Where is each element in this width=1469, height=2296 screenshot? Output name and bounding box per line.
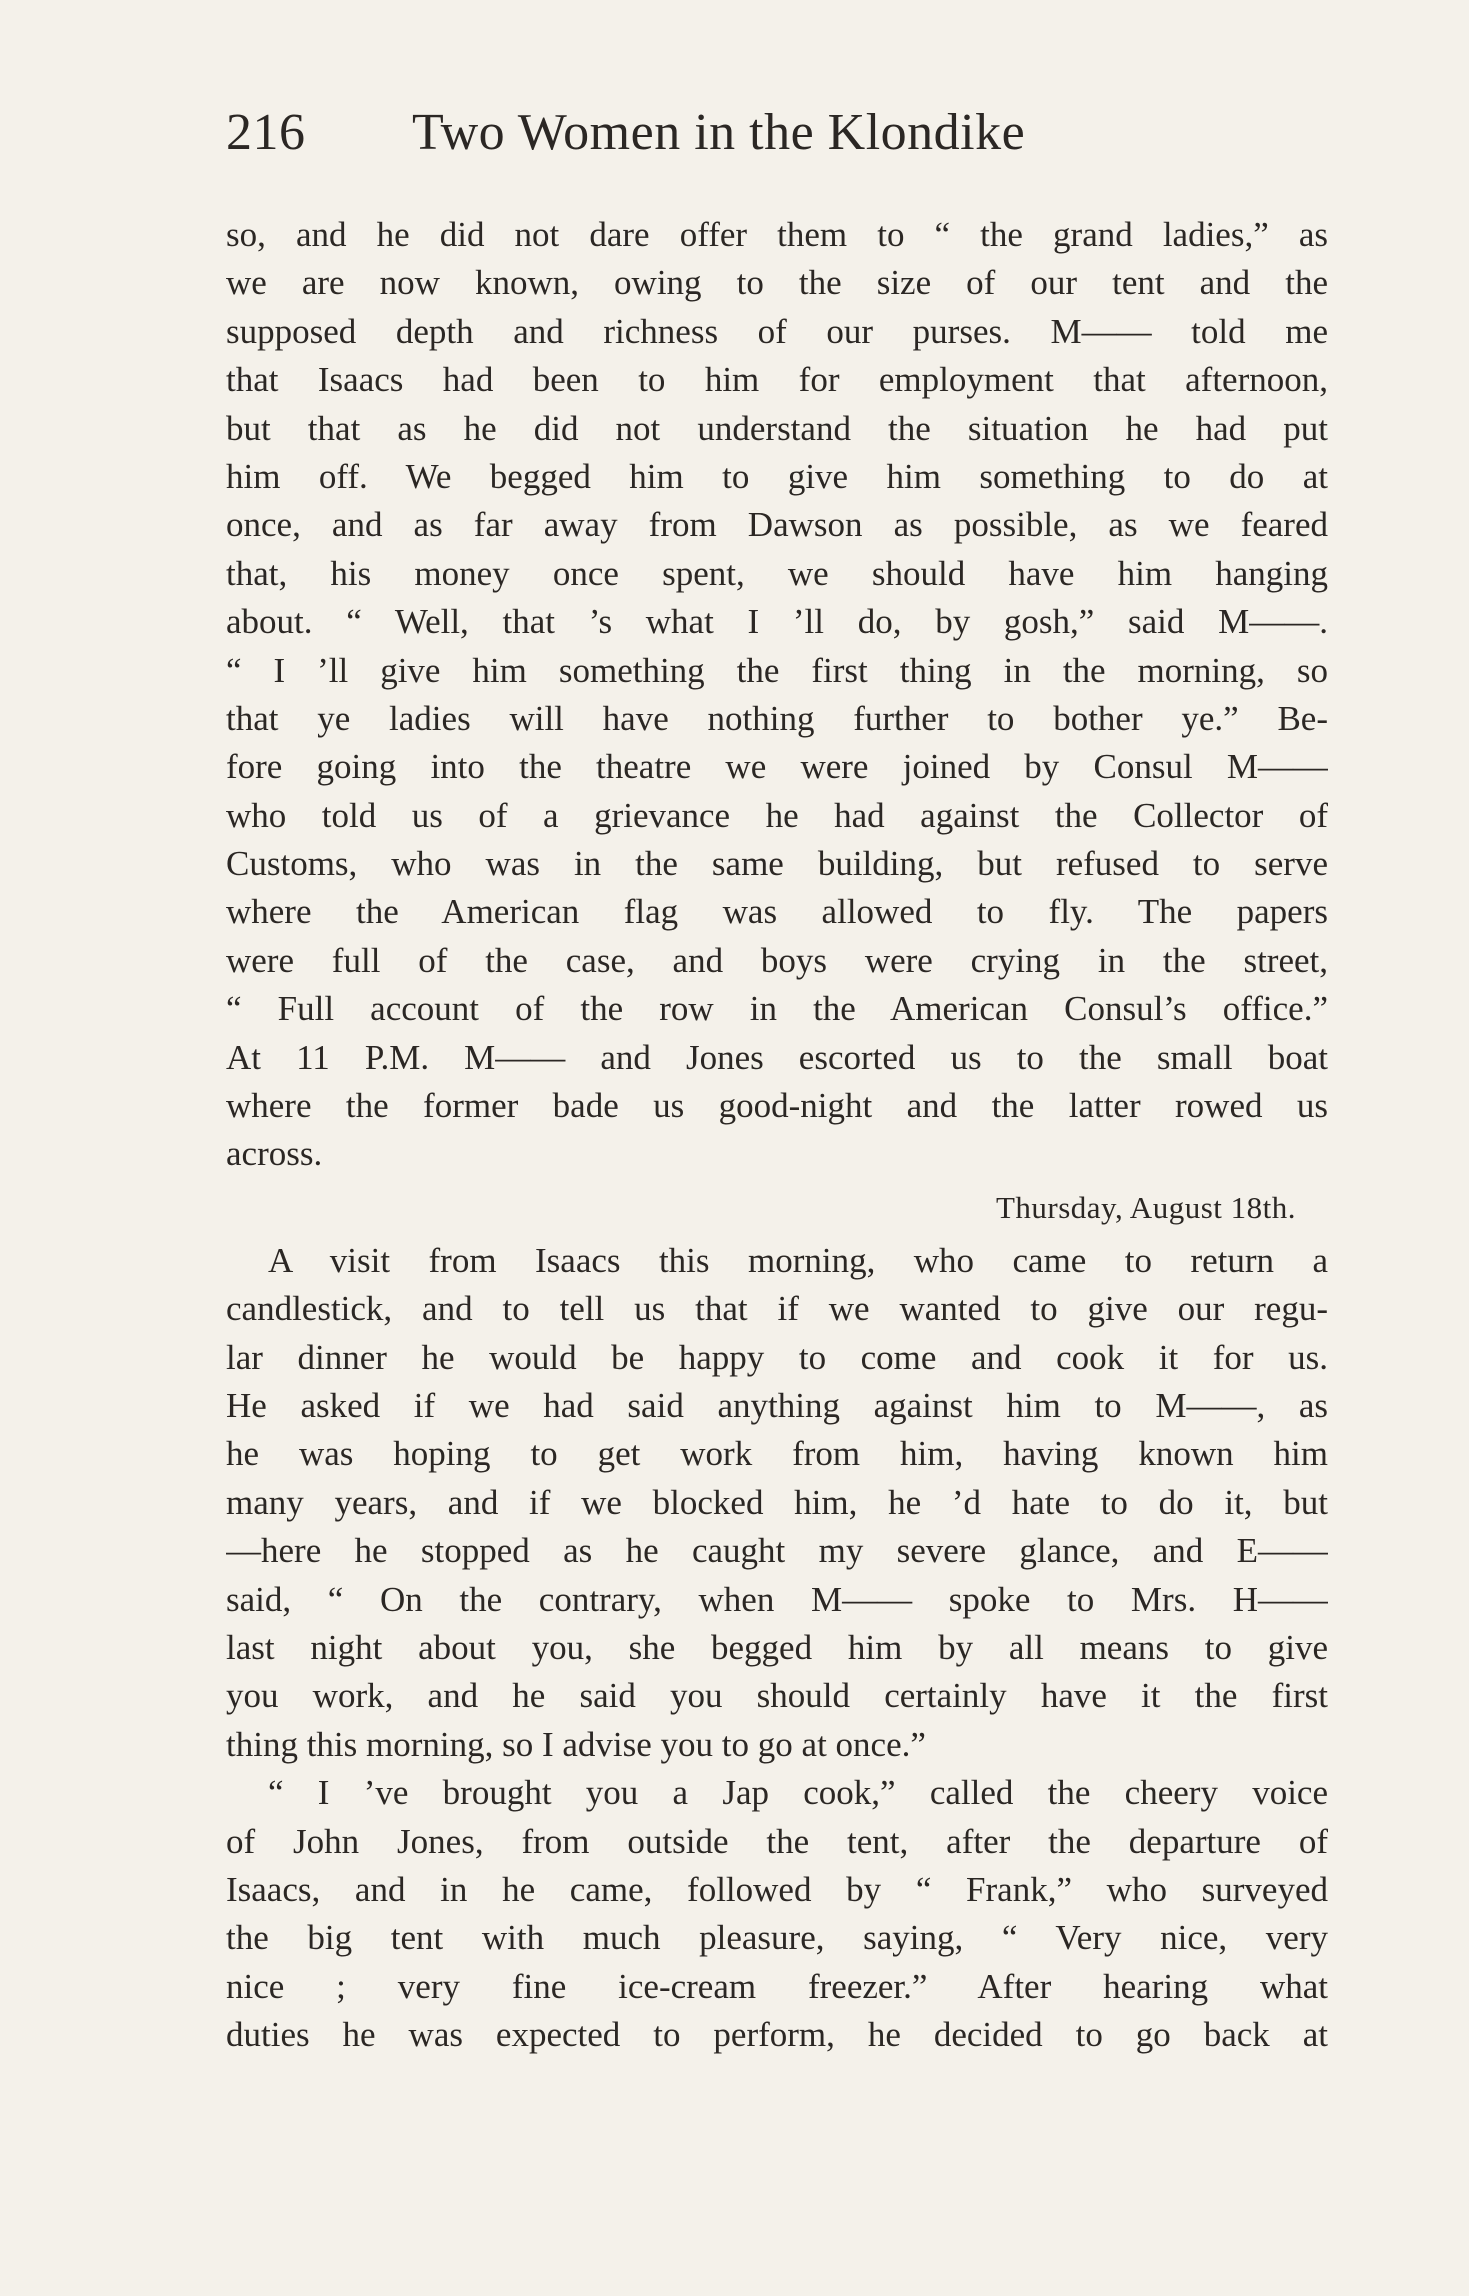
- text-line: fore going into the theatre we were joined by Consul M——: [226, 747, 1328, 787]
- text-line: supposed depth and richness of our purses. M—— told me: [226, 311, 1328, 351]
- dateline: Thursday, August 18th.: [995, 1189, 1296, 1225]
- text-line: many years, and if we blocked him, he ’d hate to do it, but: [226, 1482, 1328, 1522]
- text-line: where the American flag was allowed to fly. The papers: [226, 892, 1328, 932]
- text-line: that, his money once spent, we should have him hanging: [226, 553, 1328, 593]
- text-line: candlestick, and to tell us that if we wanted to give our regu-: [226, 1289, 1328, 1329]
- text-line: that ye ladies will have nothing further to bother ye.” Be-: [226, 698, 1328, 738]
- text-line: we are now known, owing to the size of our tent and the: [226, 263, 1328, 303]
- text-line: across.: [226, 1134, 323, 1174]
- text-line: but that as he did not understand the situation he had put: [226, 408, 1328, 448]
- text-line: where the former bade us good-night and the latter rowed us: [226, 1086, 1328, 1126]
- text-line: once, and as far away from Dawson as possible, as we feared: [226, 505, 1328, 545]
- text-line: about. “ Well, that ’s what I ’ll do, by gosh,” said M——.: [226, 602, 1328, 642]
- text-line: he was hoping to get work from him, having known him: [226, 1434, 1328, 1474]
- text-line: so, and he did not dare offer them to “ the grand ladies,” as: [226, 215, 1328, 254]
- text-line: nice ; very fine ice-cream freezer.” After hearing what: [226, 1966, 1328, 2006]
- text-line: who told us of a grievance he had against the Collector of: [226, 795, 1328, 835]
- page-number: 216: [226, 104, 306, 161]
- text-line: the big tent with much pleasure, saying, “ Very nice, very: [226, 1918, 1328, 1958]
- text-line: lar dinner he would be happy to come and cook it for us.: [226, 1337, 1328, 1377]
- text-line: A visit from Isaacs this morning, who came to return a: [268, 1240, 1328, 1280]
- text-line: Isaacs, and in he came, followed by “ Frank,” who surveyed: [226, 1869, 1328, 1909]
- text-line: you work, and he said you should certainly have it the first: [226, 1676, 1328, 1716]
- text-line: last night about you, she begged him by all means to give: [226, 1627, 1328, 1667]
- text-line: “ I ’ll give him something the first thing in the morning, so: [226, 650, 1328, 690]
- text-line: “ I ’ve brought you a Jap cook,” called the cheery voice: [268, 1773, 1328, 1813]
- text-line: said, “ On the contrary, when M—— spoke to Mrs. H——: [226, 1579, 1328, 1619]
- paragraph-2: [226, 1237, 1328, 1769]
- text-line: He asked if we had said anything against him to M——, as: [226, 1385, 1328, 1425]
- page-header: [226, 98, 1326, 168]
- text-line: duties he was expected to perform, he decided to go back at: [226, 2015, 1328, 2055]
- body-text: [226, 211, 1328, 2059]
- text-line: him off. We begged him to give him something to do at: [226, 456, 1328, 496]
- text-line: Customs, who was in the same building, but refused to serve: [226, 844, 1328, 884]
- running-title: Two Women in the Klondike: [412, 104, 1026, 161]
- text-line: of John Jones, from outside the tent, after the departure of: [226, 1821, 1328, 1861]
- text-line: At 11 P.M. M—— and Jones escorted us to the small boat: [226, 1037, 1328, 1077]
- paragraph-1: [226, 211, 1328, 1179]
- text-line: thing this morning, so I advise you to go at once.”: [226, 1724, 926, 1764]
- text-line: that Isaacs had been to him for employment that afternoon,: [226, 360, 1328, 400]
- paragraph-3: [226, 1769, 1328, 2059]
- text-line: were full of the case, and boys were crying in the street,: [226, 940, 1328, 980]
- text-line: “ Full account of the row in the American Consul’s office.”: [226, 989, 1328, 1029]
- text-line: —here he stopped as he caught my severe glance, and E——: [226, 1531, 1328, 1571]
